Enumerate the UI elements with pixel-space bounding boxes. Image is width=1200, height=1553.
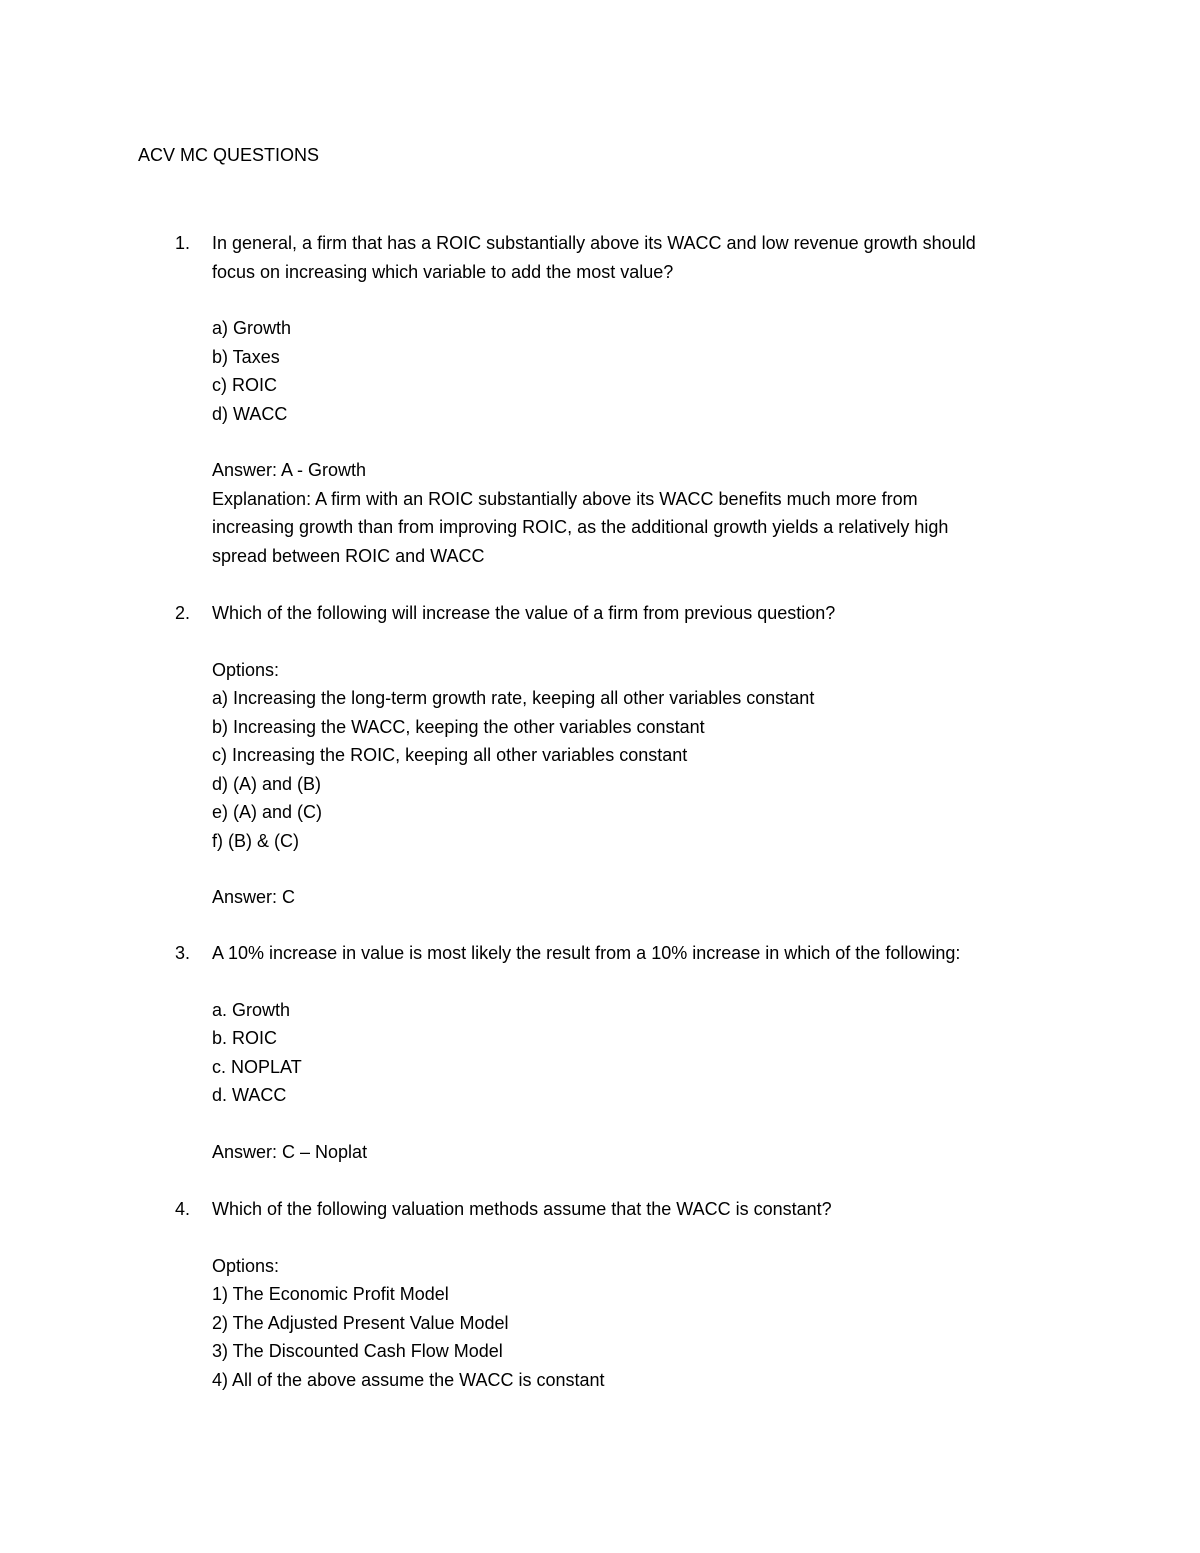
question-prompt-line: Which of the following will increase the value of a firm from previous question? [212, 603, 836, 623]
question-prompt-line: Which of the following valuation methods assume that the WACC is constant? [212, 1199, 832, 1219]
question-number: 1. [175, 233, 191, 253]
answer-option: 1) The Economic Profit Model [212, 1284, 449, 1304]
answer-option: c) ROIC [212, 375, 277, 395]
question-number: 2. [175, 603, 191, 623]
question-body [212, 599, 1072, 912]
explanation-line: spread between ROIC and WACC [212, 545, 485, 566]
answer-text: Answer: C [212, 887, 296, 907]
options-label: Options: [212, 1255, 280, 1276]
answer-text: Answer: A - Growth [212, 460, 367, 480]
answer-option: 4) All of the above assume the WACC is constant [212, 1369, 605, 1390]
answer-option: 2) The Adjusted Present Value Model [212, 1312, 509, 1333]
document-title: ACV MC QUESTIONS [138, 145, 320, 165]
question-prompt-line: focus on increasing which variable to add the most value? [212, 261, 674, 282]
question-prompt-line: A 10% increase in value is most likely the result from a 10% increase in which of the following: [212, 943, 961, 963]
question-body [212, 229, 1072, 570]
answer-option: b) Increasing the WACC, keeping the other variables constant [212, 716, 705, 737]
answer-option: d. WACC [212, 1085, 287, 1105]
answer-option: a) Growth [212, 318, 292, 338]
answer-option: c. NOPLAT [212, 1056, 302, 1077]
answer-option: a. Growth [212, 999, 291, 1020]
answer-option: e) (A) and (C) [212, 802, 323, 822]
question-number: 4. [175, 1199, 191, 1219]
answer-option: b. ROIC [212, 1028, 278, 1048]
question-prompt-line: In general, a firm that has a ROIC substantially above its WACC and low revenue growth should [212, 233, 976, 253]
answer-option: b) Taxes [212, 346, 280, 367]
explanation-line: Explanation: A firm with an ROIC substantially above its WACC benefits much more from [212, 488, 918, 509]
answer-option: f) (B) & (C) [212, 830, 299, 851]
answer-option: d) WACC [212, 403, 288, 424]
explanation-line: increasing growth than from improving ROIC, as the additional growth yields a relatively high [212, 517, 949, 537]
question-number: 3. [175, 943, 191, 963]
question-body [212, 1195, 1072, 1394]
options-label: Options: [212, 659, 280, 680]
answer-option: a) Increasing the long-term growth rate, keeping all other variables constant [212, 688, 815, 708]
answer-option: c) Increasing the ROIC, keeping all other variables constant [212, 745, 688, 765]
answer-text: Answer: C – Noplat [212, 1141, 368, 1162]
question-body [212, 939, 1072, 1166]
answer-option: d) (A) and (B) [212, 773, 322, 794]
answer-option: 3) The Discounted Cash Flow Model [212, 1341, 503, 1361]
